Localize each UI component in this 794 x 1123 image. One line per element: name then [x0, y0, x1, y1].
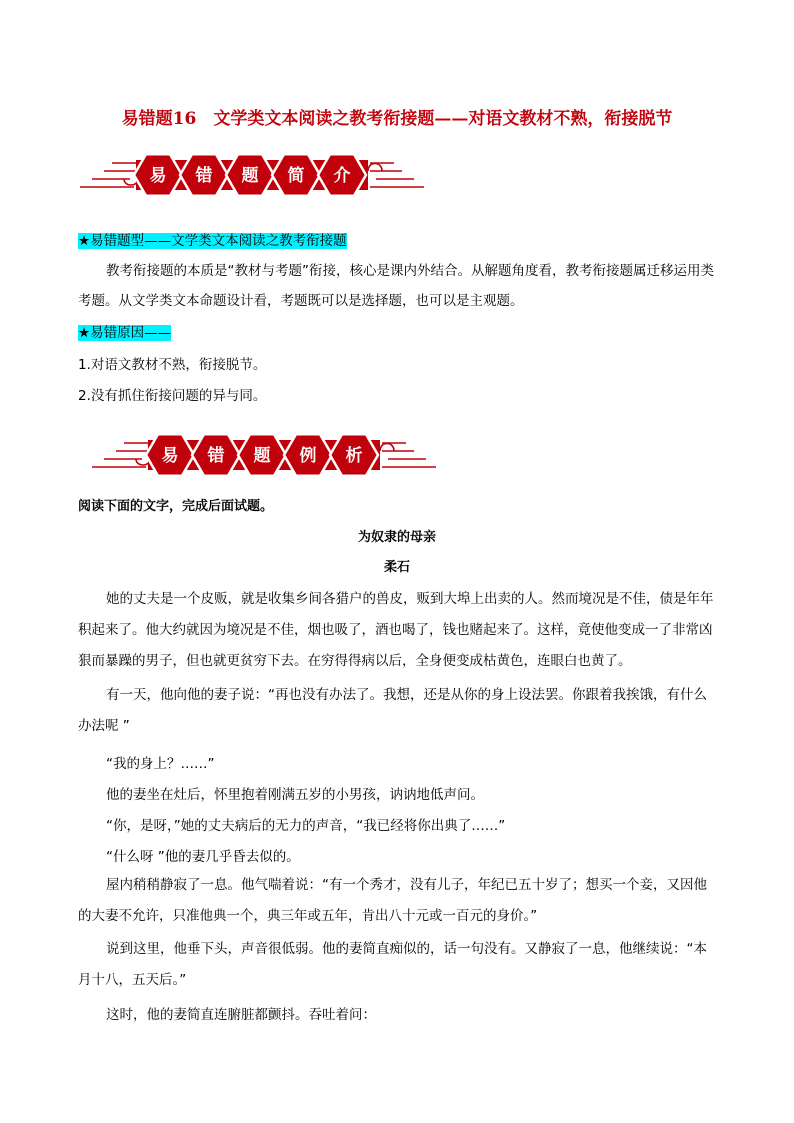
banner-char: 错 — [195, 166, 213, 186]
banner-char: 简 — [287, 166, 305, 186]
article-author: 柔石 — [383, 560, 410, 575]
banner-char: 介 — [333, 166, 351, 186]
highlight-heading: ★易错题型——文学类文本阅读之教考衔接题 — [78, 233, 347, 249]
banner-char: 易 — [149, 166, 167, 186]
article-paragraph: 屋内稍稍静寂了一息。他气喘着说：“有一个秀才，没有儿子，年纪已五十岁了；想买一个妾，又因他的大妻不允许，只准他典一个，典三年或五年，肯出八十元或一百元的身价。” — [78, 877, 707, 924]
cause-item-2: 2.没有抓住衔接问题的异与同。 — [78, 388, 267, 404]
banner-char: 易 — [161, 446, 179, 466]
article-title: 为奴隶的母亲 — [357, 530, 436, 545]
article-paragraph: 说到这里，他垂下头，声音很低弱。他的妻简直痴似的，话一句没有。又静寂了一息，他继续说：“本月十八，五天后。” — [78, 941, 707, 988]
banner-char: 错 — [207, 446, 225, 466]
cause-item-1: 1.对语文教材不熟，衔接脱节。 — [78, 357, 267, 373]
article-paragraph: 这时，他的妻简直连腑脏都颤抖。吞吐着问： — [106, 1007, 376, 1023]
highlight-heading: ★易错原因—— — [78, 325, 172, 341]
document-title: 易错题16 文学类文本阅读之教考衔接题——对语文教材不熟，衔接脱节 — [121, 109, 673, 129]
reading-instruction: 阅读下面的文字，完成后面试题。 — [78, 499, 274, 514]
section-banner-example — [90, 432, 440, 482]
article-paragraph: “我的身上？……” — [106, 756, 215, 772]
article-paragraph: 她的丈夫是一个皮贩，就是收集乡间各猎户的兽皮，贩到大埠上出卖的人。然而境况是不佳，债是年年积起来了。他大约就因为境况是不佳，烟也吸了，酒也喝了，钱也赌起来了。这样，竟使他变成一了非常凶狠而暴躁的男子，但也就更贫穷下去。在穷得得病以后，全身便变成枯黄色，连眼白也黄了。 — [78, 591, 714, 669]
banner-char: 题 — [241, 166, 259, 186]
banner-char: 析 — [345, 446, 363, 466]
section-heading-cause — [78, 318, 718, 348]
article-paragraph: “你，是呀，”她的丈夫病后的无力的声音，“我已经将你出典了……” — [106, 818, 506, 834]
section-heading-type — [78, 226, 718, 256]
banner-char: 例 — [299, 446, 317, 466]
article-paragraph: 他的妻坐在灶后，怀里抱着刚满五岁的小男孩，讷讷地低声问。 — [106, 787, 484, 803]
section-banner-intro — [78, 148, 428, 198]
article-paragraph: 有一天，他向他的妻子说：“再也没有办法了。我想，还是从你的身上设法罢。你跟着我挨饿，有什么办法呢 ” — [78, 687, 707, 734]
article-paragraph: “什么呀 ”他的妻几乎昏去似的。 — [106, 849, 300, 865]
intro-paragraph: 教考衔接题的本质是“教材与考题”衔接，核心是课内外结合。从解题角度看，教考衔接题属迁移运用类考题。从文学类文本命题设计看，考题既可以是选择题，也可以是主观题。 — [78, 263, 714, 309]
banner-char: 题 — [253, 446, 271, 466]
